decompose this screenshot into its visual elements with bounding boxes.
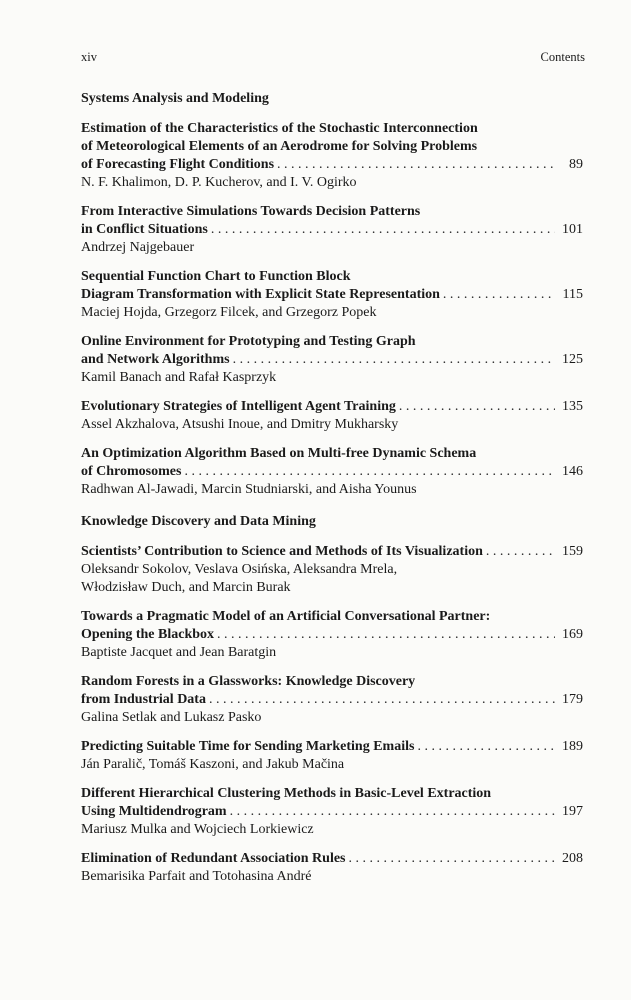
entry-title-final-line xyxy=(81,850,585,868)
page-ref: 208 xyxy=(562,851,583,866)
entry-title-text: Diagram Transformation with Explicit State Representation xyxy=(81,287,440,302)
dot-leader xyxy=(230,803,555,821)
entry-authors: Włodzisław Duch, and Marcin Burak xyxy=(81,580,291,595)
toc-entry[interactable] xyxy=(81,673,585,727)
entry-title-line: An Optimization Algorithm Based on Multi-free Dynamic Schema xyxy=(81,446,477,461)
entry-title-line: Sequential Function Chart to Function Block xyxy=(81,269,351,284)
toc-entry[interactable] xyxy=(81,738,585,774)
entry-authors: Mariusz Mulka and Wojciech Lorkiewicz xyxy=(81,822,314,837)
entry-title-text: Predicting Suitable Time for Sending Marketing Emails xyxy=(81,739,415,754)
dot-leader xyxy=(209,691,555,709)
table-of-contents xyxy=(81,90,585,886)
entry-authors: Oleksandr Sokolov, Veslava Osińska, Aleksandra Mrela, xyxy=(81,562,398,577)
toc-entry[interactable] xyxy=(81,445,585,499)
entry-authors: Maciej Hojda, Grzegorz Filcek, and Grzegorz Popek xyxy=(81,305,377,320)
page-ref: 159 xyxy=(562,544,583,559)
entry-title-final-line xyxy=(81,691,585,709)
running-title: Contents xyxy=(540,50,585,64)
entry-title-line: Towards a Pragmatic Model of an Artificial Conversational Partner: xyxy=(81,609,491,624)
entry-title-final-line xyxy=(81,803,585,821)
entry-title-final-line xyxy=(81,286,585,304)
toc-entry[interactable] xyxy=(81,333,585,387)
entry-authors: Kamil Banach and Rafał Kasprzyk xyxy=(81,370,277,385)
dot-leader xyxy=(233,351,555,369)
toc-entry[interactable] xyxy=(81,203,585,257)
toc-entry[interactable] xyxy=(81,268,585,322)
page-ref: 125 xyxy=(562,352,583,367)
page-ref: 189 xyxy=(562,739,583,754)
toc-entry[interactable] xyxy=(81,120,585,192)
entry-title-text: Evolutionary Strategies of Intelligent Agent Training xyxy=(81,399,396,414)
entry-title-line: Random Forests in a Glassworks: Knowledge Discovery xyxy=(81,674,416,689)
toc-entry[interactable] xyxy=(81,398,585,434)
entry-authors: Bemarisika Parfait and Totohasina André xyxy=(81,869,312,884)
dot-leader xyxy=(217,626,555,644)
entry-title-line: Estimation of the Characteristics of the Stochastic Interconnection xyxy=(81,121,478,136)
dot-leader xyxy=(277,156,555,174)
dot-leader xyxy=(399,398,555,416)
entry-title-final-line xyxy=(81,738,585,756)
entry-title-text: Using Multidendrogram xyxy=(81,804,227,819)
entry-title-text: in Conflict Situations xyxy=(81,222,208,237)
dot-leader xyxy=(443,286,555,304)
dot-leader xyxy=(349,850,556,868)
entry-title-final-line xyxy=(81,463,585,481)
page-ref: 135 xyxy=(562,399,583,414)
entry-authors: Andrzej Najgebauer xyxy=(81,240,195,255)
page-ref: 146 xyxy=(562,464,583,479)
section-title: Systems Analysis and Modeling xyxy=(81,91,269,106)
page-ref: 115 xyxy=(562,287,583,302)
page-number: xiv xyxy=(81,50,97,64)
entry-title-text: of Chromosomes xyxy=(81,464,182,479)
running-header xyxy=(81,50,585,65)
toc-entry[interactable] xyxy=(81,608,585,662)
entry-title-line: of Meteorological Elements of an Aerodrome for Solving Problems xyxy=(81,139,478,154)
entry-authors: Ján Paralič, Tomáš Kaszoni, and Jakub Mačina xyxy=(81,757,345,772)
entry-title-line: Different Hierarchical Clustering Methods in Basic-Level Extraction xyxy=(81,786,492,801)
toc-entry[interactable] xyxy=(81,543,585,597)
entry-title-line: Online Environment for Prototyping and Testing Graph xyxy=(81,334,416,349)
dot-leader xyxy=(417,738,555,756)
entry-title-final-line xyxy=(81,351,585,369)
entry-title-final-line xyxy=(81,221,585,239)
toc-entry[interactable] xyxy=(81,785,585,839)
page-ref: 89 xyxy=(569,157,583,172)
entry-authors: Baptiste Jacquet and Jean Baratgin xyxy=(81,645,277,660)
entry-authors: Assel Akzhalova, Atsushi Inoue, and Dmitry Mukharsky xyxy=(81,417,399,432)
page-ref: 101 xyxy=(562,222,583,237)
entry-title-final-line xyxy=(81,543,585,561)
page-ref: 179 xyxy=(562,692,583,707)
entry-title-text: Elimination of Redundant Association Rules xyxy=(81,851,346,866)
section-title: Knowledge Discovery and Data Mining xyxy=(81,514,316,529)
entry-title-text: Opening the Blackbox xyxy=(81,627,215,642)
entry-title-line: From Interactive Simulations Towards Decision Patterns xyxy=(81,204,421,219)
entry-title-final-line xyxy=(81,398,585,416)
entry-authors: Radhwan Al-Jawadi, Marcin Studniarski, and Aisha Younus xyxy=(81,482,417,497)
entry-authors: Galina Setlak and Lukasz Pasko xyxy=(81,710,262,725)
dot-leader xyxy=(211,221,555,239)
entry-authors: N. F. Khalimon, D. P. Kucherov, and I. V. Ogirko xyxy=(81,175,357,190)
entry-title-text: of Forecasting Flight Conditions xyxy=(81,157,275,172)
entry-title-text: from Industrial Data xyxy=(81,692,206,707)
entry-title-final-line xyxy=(81,156,585,174)
page-ref: 197 xyxy=(562,804,583,819)
dot-leader xyxy=(184,463,555,481)
entry-title-text: and Network Algorithms xyxy=(81,352,230,367)
entry-title-text: Scientists’ Contribution to Science and Methods of Its Visualization xyxy=(81,544,483,559)
toc-entry[interactable] xyxy=(81,850,585,886)
dot-leader xyxy=(486,543,555,561)
page-ref: 169 xyxy=(562,627,583,642)
entry-title-final-line xyxy=(81,626,585,644)
